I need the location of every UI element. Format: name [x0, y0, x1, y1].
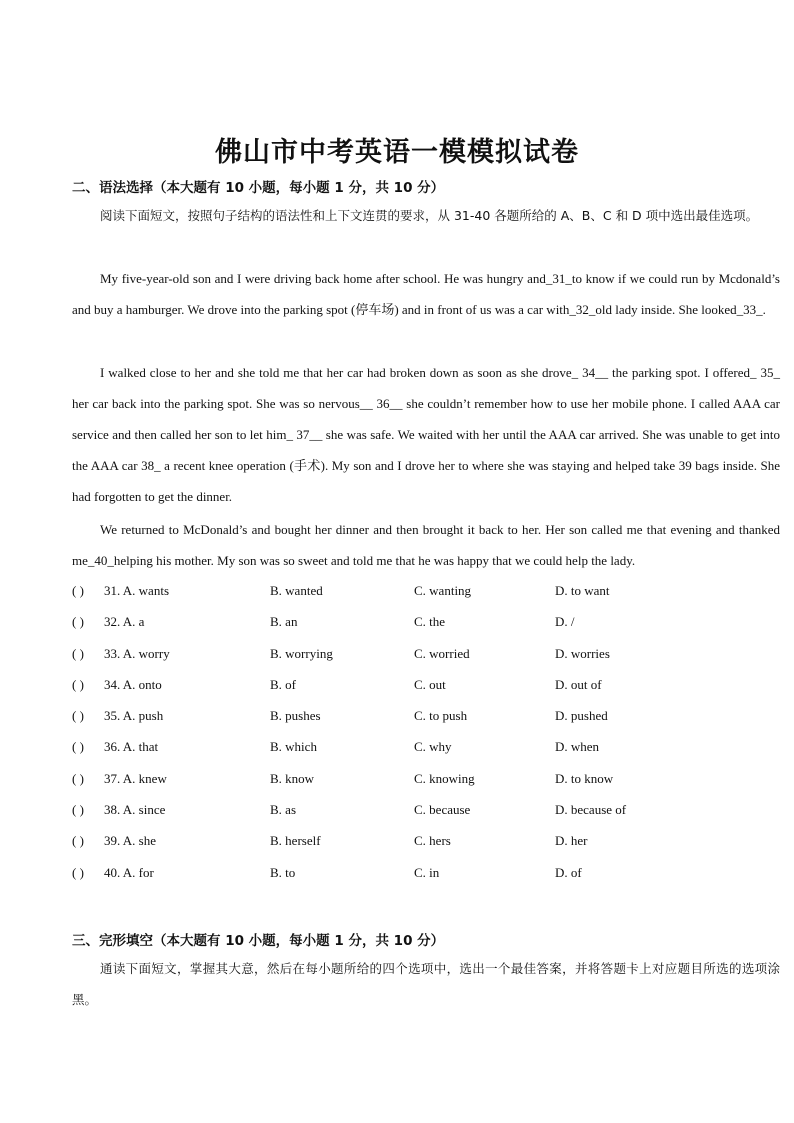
option-c: C. because: [414, 802, 471, 818]
option-b: B. to: [270, 864, 296, 880]
option-a: 36. A. that: [104, 739, 159, 755]
option-b: B. herself: [270, 833, 321, 849]
question-row: [72, 671, 780, 702]
option-b: B. an: [270, 614, 298, 630]
option-a: 32. A. a: [104, 614, 145, 630]
option-b: B. as: [270, 802, 296, 818]
option-d: D. out of: [555, 676, 602, 692]
answer-blank[interactable]: ( ): [72, 645, 84, 661]
option-d: D. because of: [555, 802, 627, 818]
option-a: 40. A. for: [104, 864, 154, 880]
option-c: C. to push: [414, 708, 468, 724]
option-a: 33. A. worry: [104, 645, 170, 661]
answer-blank[interactable]: ( ): [72, 676, 84, 692]
option-b: B. pushes: [270, 708, 321, 724]
passage-paragraph-3: We returned to McDonald’s and bought her dinner and then brought it back to her. Her son called me that evening and thanked me_40_helping his mother. My son was so sweet and told me that he was happy that we could help the lady.: [72, 522, 780, 568]
section3-instruction: 通读下面短文，掌握其大意，然后在每小题所给的四个选项中，选出一个最佳答案，并将答题卡上对应题目所选的选项涂黑。: [72, 961, 780, 1007]
option-d: D. to want: [555, 583, 610, 598]
section2-instruction: 阅读下面短文，按照句子结构的语法性和上下文连贯的要求，从 31-40 各题所给的 A、B、C 和 D 项中选出最佳选项。: [100, 208, 759, 223]
option-d: D. pushed: [555, 708, 608, 724]
option-b: B. wanted: [270, 583, 323, 598]
passage-paragraph-1: My five-year-old son and I were driving back home after school. He was hungry and_31_to know if we could run by Mcdonald’s and buy a hamburger. We drove into the parking spot (停车场) and in front of us was a car with_32_old lady inside. She looked_33_.: [72, 271, 780, 317]
option-a: 34. A. onto: [104, 676, 162, 692]
question-row: [72, 827, 780, 858]
option-d: D. her: [555, 833, 588, 849]
answer-blank[interactable]: ( ): [72, 833, 84, 849]
answer-blank[interactable]: ( ): [72, 739, 84, 755]
option-d: D. /: [555, 614, 575, 630]
option-b: B. which: [270, 739, 317, 755]
option-c: C. hers: [414, 833, 451, 849]
question-row: [72, 796, 780, 827]
option-a: 35. A. push: [104, 708, 164, 724]
answer-blank[interactable]: ( ): [72, 614, 84, 630]
option-a: 37. A. knew: [104, 770, 167, 786]
option-d: D. worries: [555, 645, 610, 661]
option-b: B. worrying: [270, 645, 333, 661]
option-d: D. to know: [555, 770, 614, 786]
section2-heading: 二、语法选择（本大题有 10 小题，每小题 1 分，共 10 分）: [72, 180, 445, 196]
question-row: [72, 640, 780, 671]
option-a: 31. A. wants: [104, 583, 169, 598]
question-row: [72, 733, 780, 764]
option-d: D. when: [555, 739, 600, 755]
answer-blank[interactable]: ( ): [72, 583, 84, 598]
option-d: D. of: [555, 864, 582, 880]
option-b: B. of: [270, 676, 296, 692]
option-c: C. in: [414, 864, 440, 880]
question-row: [72, 577, 780, 608]
question-options-list: [72, 577, 780, 890]
option-c: C. why: [414, 739, 452, 755]
option-c: C. wanting: [414, 583, 472, 598]
option-c: C. the: [414, 614, 446, 630]
question-row: [72, 859, 780, 890]
question-row: [72, 702, 780, 733]
option-b: B. know: [270, 770, 315, 786]
section3-heading: 三、完形填空（本大题有 10 小题，每小题 1 分，共 10 分）: [72, 933, 445, 949]
answer-blank[interactable]: ( ): [72, 770, 84, 786]
answer-blank[interactable]: ( ): [72, 802, 84, 818]
exam-title: 佛山市中考英语一模模拟试卷: [215, 137, 579, 168]
answer-blank[interactable]: ( ): [72, 708, 84, 724]
option-c: C. worried: [414, 645, 470, 661]
option-a: 38. A. since: [104, 802, 166, 818]
option-a: 39. A. she: [104, 833, 156, 849]
answer-blank[interactable]: ( ): [72, 864, 84, 880]
passage-paragraph-2: I walked close to her and she told me that her car had broken down as soon as she drove_ 34__ the parking spot. I offered_ 35_ her car back into the parking spot. She was so nervous__ 36__ she couldn’t remember how to use her mobile phone. I called AAA car service and then called her son to let him_ 37__ she was safe. We waited with her until the AAA car arrived. She was unable to get into the AAA car 38_ a recent knee operation (手术). My son and I drove her to where she was staying and helped take 39 bags inside. She had forgotten to get the dinner.: [72, 365, 780, 504]
question-row: [72, 765, 780, 796]
question-row: [72, 608, 780, 639]
option-c: C. knowing: [414, 770, 475, 786]
option-c: C. out: [414, 676, 446, 692]
